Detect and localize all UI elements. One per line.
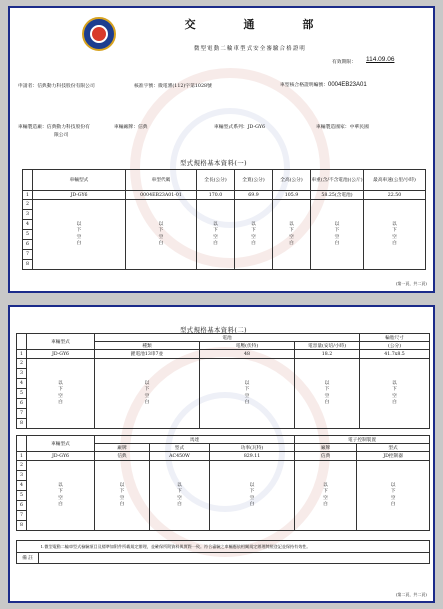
table-header-row (17, 436, 430, 444)
row-number: 6 (17, 399, 27, 409)
blank-char: 下 (251, 228, 256, 233)
blank-char: 下 (76, 228, 82, 233)
blank-cell (210, 461, 295, 531)
row-number: 4 (17, 481, 27, 491)
cert-no-label: 車型核合格證明編號： (280, 83, 328, 88)
blank-cell (197, 200, 235, 270)
row-number: 4 (17, 379, 27, 389)
maker-line (18, 123, 90, 130)
blank-char: 以 (158, 221, 164, 227)
row-number: 1 (17, 452, 27, 461)
blank-cell (126, 200, 197, 270)
blank-char: 白 (289, 241, 294, 246)
page-subtitle: 微型電動二輪車型式安全審驗合格證明 (193, 46, 307, 52)
blank-char: 以 (144, 380, 150, 386)
blank-char: 白 (76, 241, 82, 246)
row-number: 5 (17, 389, 27, 399)
series-value: JD-GY6 (247, 125, 266, 130)
table-title-1: 型式規格基本資料(一) (180, 160, 248, 167)
page-title: 交 通 部 (184, 18, 336, 31)
brand-line (114, 123, 148, 130)
header-cell: 輪胎尺寸 (360, 334, 430, 342)
applicant-label: 申請者： (18, 84, 38, 89)
header-cell: 型式 (357, 444, 430, 452)
country-value: 中華民國 (349, 125, 369, 130)
blank-char: 白 (390, 502, 396, 507)
blank-char: 白 (58, 400, 63, 405)
page-number: (第二頁，共二頁) (395, 592, 427, 597)
applicant-line (18, 82, 95, 89)
header-cell (17, 334, 27, 350)
row-number: 1 (17, 350, 27, 359)
blank-char: 白 (249, 502, 255, 507)
blank-char: 空 (324, 393, 330, 399)
blank-cell (95, 461, 150, 531)
blank-char: 下 (390, 489, 396, 494)
blank-char: 以 (324, 380, 330, 386)
blank-char: 下 (58, 387, 63, 392)
row-number: 8 (17, 521, 27, 531)
blank-cell (295, 359, 360, 429)
header-cell: 種類 (95, 342, 200, 350)
blank-char: 空 (323, 495, 328, 501)
table-cell: 105.9 (273, 191, 311, 200)
table-cell: 41.7x8.5 (360, 350, 430, 359)
valid-date-label: 有效期限： (332, 60, 356, 65)
row-number: 2 (17, 359, 27, 369)
ministry-seal-icon (82, 17, 116, 51)
blank-char: 白 (392, 241, 397, 246)
maker-label: 車輛製造廠： (18, 125, 47, 130)
header-cell: 最高車速(公里/小時) (364, 170, 426, 191)
table-cell: AC450W (150, 452, 210, 461)
blank-char: 空 (249, 495, 255, 501)
blank-char: 白 (324, 400, 330, 405)
table-cell: JD-GY6 (27, 350, 95, 359)
table-cell: 69.9 (235, 191, 273, 200)
spec-table-1 (22, 169, 426, 270)
page-number: (第一頁，共二頁) (395, 281, 427, 286)
blank-char: 空 (177, 495, 182, 501)
blank-char: 空 (244, 393, 250, 399)
blank-char: 以 (244, 380, 250, 386)
blank-char: 下 (249, 489, 255, 494)
header-cell: 廠牌 (95, 444, 150, 452)
header-cell: 電子控制裝置 (295, 436, 430, 444)
blank-char: 白 (213, 241, 218, 246)
blank-char: 下 (119, 489, 125, 494)
blank-char: 白 (244, 400, 250, 405)
approval-value: 微電審(112)字第1028號 (158, 84, 212, 89)
applicant-value: 信典動力科技股份有限公司 (37, 84, 95, 89)
row-number: 4 (23, 220, 33, 230)
row-number: 2 (23, 200, 33, 210)
table-row (23, 191, 426, 200)
header-cell: 電池 (95, 334, 360, 342)
blank-char: 下 (58, 489, 63, 494)
blank-cell (364, 200, 426, 270)
blank-char: 空 (392, 234, 397, 240)
blank-char: 以 (76, 221, 82, 227)
certificate-page-2 (8, 305, 435, 603)
blank-char: 以 (323, 482, 328, 488)
blank-cell (33, 200, 126, 270)
blank-char: 下 (392, 387, 397, 392)
header-cell: 電容量(安培/小時) (295, 342, 360, 350)
blank-char: 以 (289, 221, 294, 227)
table-cell: 鋰電池13串7並 (95, 350, 200, 359)
blank-char: 以 (390, 482, 396, 488)
blank-char: 下 (289, 228, 294, 233)
blank-char: 白 (392, 400, 397, 405)
header-cell: 廠牌 (295, 444, 357, 452)
series-label: 車輛型式系列： (214, 125, 248, 130)
table-cell: 0004EB23A01-01 (126, 191, 197, 200)
cert-no-value: 0004EB23A01 (327, 82, 367, 88)
table-cell: 信典 (295, 452, 357, 461)
table-cell: 22.50 (364, 191, 426, 200)
blank-char: 空 (76, 234, 82, 240)
blank-char: 白 (158, 241, 164, 246)
header-cell: 型式 (150, 444, 210, 452)
header-cell: 車輛型式 (27, 334, 95, 350)
blank-char: 空 (289, 234, 294, 240)
table-cell: JD控制器 (357, 452, 430, 461)
blank-char: 下 (213, 228, 218, 233)
header-cell: 全寬(公分) (235, 170, 273, 191)
row-number: 6 (17, 501, 27, 511)
row-number: 3 (23, 210, 33, 220)
blank-char: 白 (177, 502, 182, 507)
blank-char: 空 (58, 393, 63, 399)
blank-cell (27, 461, 95, 531)
blank-char: 空 (144, 393, 150, 399)
blank-char: 白 (251, 241, 256, 246)
remark-spacer (17, 541, 39, 553)
country-line (316, 123, 369, 130)
row-number: 8 (23, 260, 33, 270)
table-cell: 829.11 (210, 452, 295, 461)
blank-char: 下 (144, 387, 150, 392)
certificate-page-1 (8, 6, 435, 293)
blank-char: 白 (119, 502, 125, 507)
blank-char: 空 (158, 234, 164, 240)
blank-char: 空 (390, 495, 396, 501)
blank-cell (200, 359, 295, 429)
header-cell: 車重(含/不含電池)(公斤) (311, 170, 364, 191)
table-cell: 信典 (95, 452, 150, 461)
brand-label: 車輛廠牌： (114, 125, 138, 130)
blank-char: 空 (119, 495, 125, 501)
row-number: 2 (17, 461, 27, 471)
blank-char: 以 (251, 221, 256, 227)
row-number: 5 (17, 491, 27, 501)
row-number: 7 (23, 250, 33, 260)
blank-char: 下 (323, 489, 328, 494)
remarks-table (16, 540, 430, 564)
blank-char: 以 (249, 482, 255, 488)
blank-char: 空 (334, 234, 340, 240)
brand-value: 信典 (138, 125, 148, 130)
country-label: 車輛製造國家： (316, 125, 350, 130)
row-number: 7 (17, 511, 27, 521)
table-row (17, 461, 430, 471)
blank-cell (273, 200, 311, 270)
remark-value (39, 553, 430, 564)
header-cell: 全長(公分) (197, 170, 235, 191)
header-cell (23, 170, 33, 191)
row-number: 1 (23, 191, 33, 200)
spec-table-2 (16, 333, 430, 429)
blank-char: 下 (177, 489, 182, 494)
blank-cell (295, 461, 357, 531)
remark-note: 1.微型電動二輪車型式檢驗項目及標準如附件所載規定辦理，並確保所附資料與實際一致。符合審驗之車輛應依相關規定辦理牌照登記並保持有效性。 (39, 541, 430, 553)
blank-cell (95, 359, 200, 429)
blank-char: 空 (392, 393, 397, 399)
blank-char: 白 (334, 241, 340, 246)
maker-value: 信典動力科技股份有 (46, 125, 90, 130)
blank-char: 下 (158, 228, 164, 233)
row-number: 8 (17, 419, 27, 429)
blank-cell (27, 359, 95, 429)
blank-char: 以 (392, 221, 397, 227)
blank-char: 空 (58, 495, 63, 501)
table-row (17, 452, 430, 461)
blank-char: 以 (58, 482, 63, 488)
blank-char: 下 (334, 228, 340, 233)
table-cell: JD-GY6 (33, 191, 126, 200)
blank-char: 空 (213, 234, 218, 240)
blank-char: 以 (334, 221, 340, 227)
row-number: 3 (17, 369, 27, 379)
blank-char: 下 (324, 387, 330, 392)
header-cell: 全高(公分) (273, 170, 311, 191)
header-cell: 車型代碼 (126, 170, 197, 191)
remark-label: 備 註 (17, 553, 39, 564)
table-header-row (17, 334, 430, 342)
cert-no-line (280, 81, 367, 88)
blank-char: 以 (177, 482, 182, 488)
blank-char: 下 (392, 228, 397, 233)
blank-cell (311, 200, 364, 270)
table-cell: 170.0 (197, 191, 235, 200)
header-cell: (公分) (360, 342, 430, 350)
blank-char: 白 (58, 502, 63, 507)
blank-cell (235, 200, 273, 270)
blank-char: 以 (213, 221, 218, 227)
header-cell: 馬達 (95, 436, 295, 444)
blank-char: 空 (251, 234, 256, 240)
header-cell: 車輛型式 (27, 436, 95, 452)
valid-date-value: 114.09.06 (366, 56, 395, 63)
row-number: 6 (23, 240, 33, 250)
blank-char: 白 (323, 502, 328, 507)
blank-cell (150, 461, 210, 531)
series-line (214, 123, 265, 130)
blank-cell (357, 461, 430, 531)
header-cell (17, 436, 27, 452)
blank-char: 以 (392, 380, 397, 386)
approval-line (134, 82, 212, 89)
header-cell: 電壓(伏特) (200, 342, 295, 350)
blank-char: 以 (119, 482, 125, 488)
row-number: 5 (23, 230, 33, 240)
maker-line-2: 限公司 (54, 133, 69, 138)
table-row (17, 359, 430, 369)
blank-char: 白 (144, 400, 150, 405)
blank-char: 下 (244, 387, 250, 392)
approval-label: 核准字號： (134, 84, 158, 89)
row-number: 3 (17, 471, 27, 481)
header-cell: 功率(瓦特) (210, 444, 295, 452)
table-header-row (23, 170, 426, 191)
row-number: 7 (17, 409, 27, 419)
header-cell: 車輛型式 (33, 170, 126, 191)
table-cell: 58.25(含電池) (311, 191, 364, 200)
table-title-2: 型式規格基本資料(二) (180, 327, 248, 334)
table-cell: JD-GY6 (27, 452, 95, 461)
blank-char: 以 (58, 380, 63, 386)
table-row (23, 200, 426, 210)
table-cell: 18.2 (295, 350, 360, 359)
spec-table-3 (16, 435, 430, 531)
table-cell: 48 (200, 350, 295, 359)
blank-cell (360, 359, 430, 429)
table-row (17, 350, 430, 359)
